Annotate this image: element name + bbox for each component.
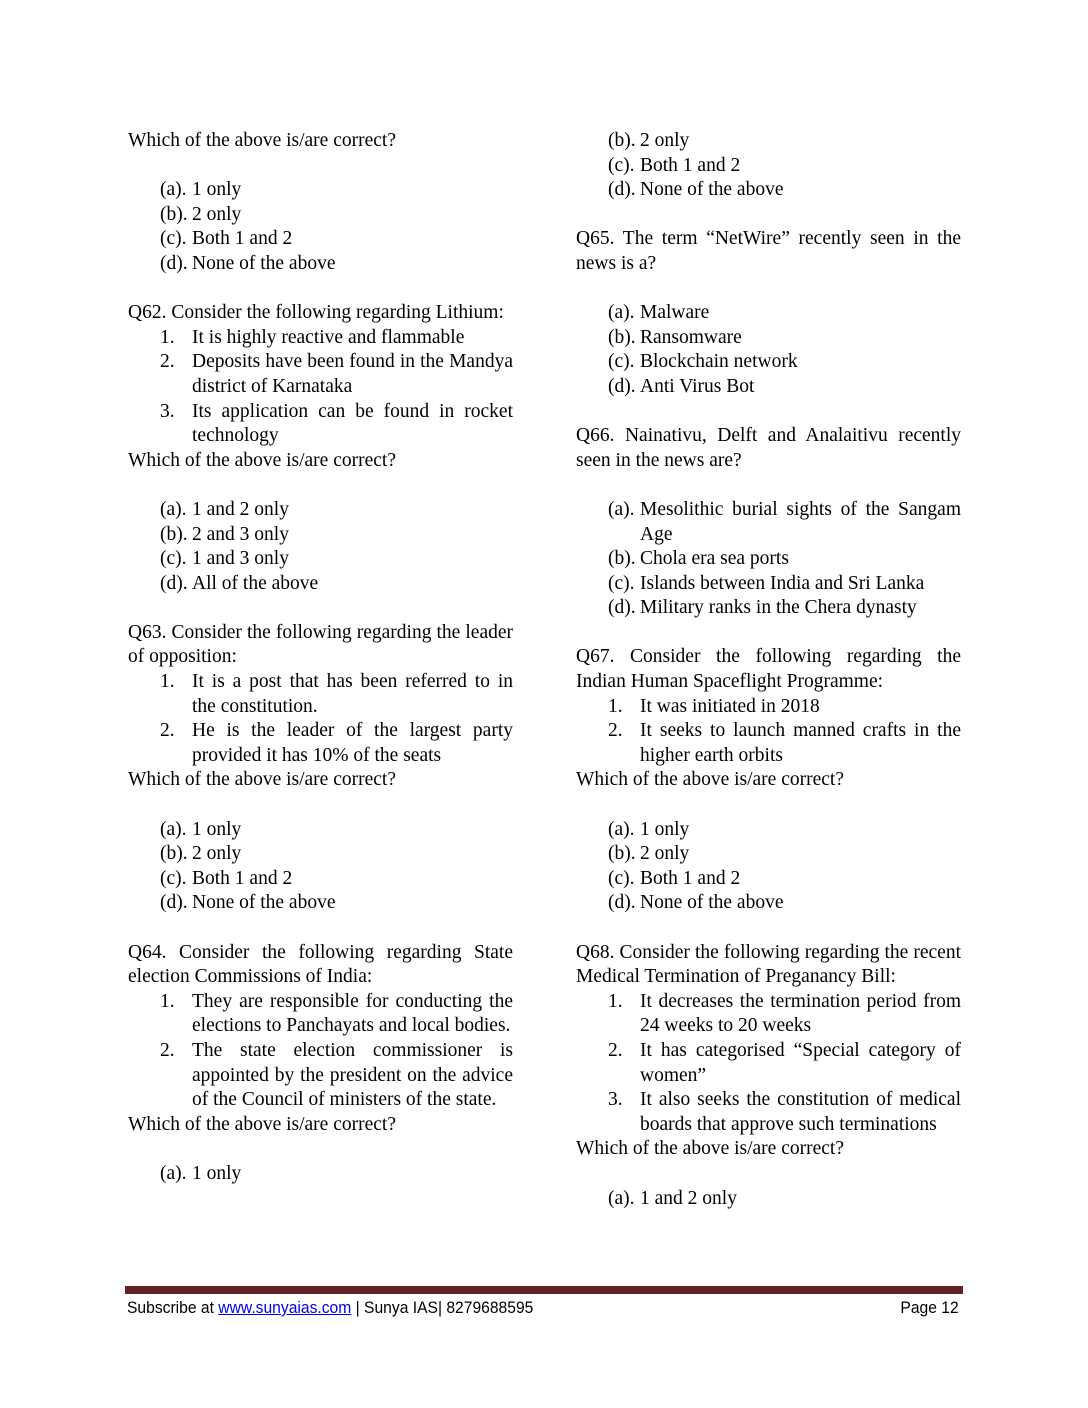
answer-options: [128, 1162, 513, 1187]
statement-text: The state election commissioner is appointed by the president on the advice of the Council of ministers of the state.: [192, 1039, 513, 1111]
statement-number: 3.: [160, 400, 175, 422]
option-marker: (a).: [608, 1187, 635, 1209]
answer-option[interactable]: [128, 252, 513, 277]
option-marker: (a).: [608, 302, 635, 324]
statement-number: 1.: [160, 671, 175, 693]
option-text: None of the above: [192, 892, 336, 914]
footer: [127, 1298, 959, 1318]
answer-options: [576, 498, 961, 621]
website-link[interactable]: www.sunyaias.com: [218, 1298, 352, 1317]
statement-number: 1.: [608, 990, 623, 1012]
statement-list: [576, 990, 961, 1138]
statement-number: 2.: [160, 351, 175, 373]
option-text: Both 1 and 2: [640, 867, 741, 889]
answer-option[interactable]: [576, 842, 961, 867]
answer-option[interactable]: [128, 572, 513, 597]
option-text: 1 only: [192, 818, 242, 840]
option-marker: (d).: [160, 892, 188, 914]
option-text: Blockchain network: [640, 351, 798, 373]
answer-option[interactable]: [128, 818, 513, 843]
option-text: Both 1 and 2: [192, 228, 293, 250]
answer-option[interactable]: [128, 203, 513, 228]
footer-contact: [127, 1298, 533, 1318]
statement-item: [128, 719, 513, 768]
right-column: [576, 129, 961, 1211]
option-text: Both 1 and 2: [192, 867, 293, 889]
answer-option[interactable]: [576, 350, 961, 375]
option-text: Malware: [640, 302, 710, 324]
statement-text: It is a post that has been referred to in the constitution.: [192, 671, 513, 717]
answer-option[interactable]: [576, 596, 961, 621]
left-column: [128, 129, 513, 1187]
question-prompt: Which of the above is/are correct?: [128, 449, 396, 471]
statement-text: Its application can be found in rocket technology: [192, 400, 513, 447]
statement-text: It is highly reactive and flammable: [192, 326, 465, 348]
question-stem: Q65. The term “NetWire” recently seen in the news is a?: [576, 228, 961, 274]
answer-option[interactable]: [128, 178, 513, 203]
statement-item: [576, 990, 961, 1039]
statement-item: [128, 350, 513, 399]
footer-rule: [125, 1286, 963, 1294]
option-text: 2 only: [640, 843, 690, 865]
page-number: Page 12: [900, 1298, 959, 1317]
contact-info: | Sunya IAS| 8279688595: [351, 1298, 534, 1317]
question-stem: Q68. Consider the following regarding the recent Medical Termination of Preganancy Bill:: [576, 941, 961, 988]
option-text: 1 and 2 only: [640, 1187, 737, 1209]
answer-option[interactable]: [576, 301, 961, 326]
question-prompt: Which of the above is/are correct?: [128, 1113, 396, 1135]
answer-option[interactable]: [576, 178, 961, 203]
question-prompt: Which of the above is/are correct?: [128, 769, 396, 791]
option-marker: (a).: [608, 498, 635, 520]
answer-option[interactable]: [128, 227, 513, 252]
option-marker: (a).: [160, 179, 187, 201]
option-marker: (b).: [160, 523, 188, 545]
answer-options: [576, 301, 961, 399]
option-marker: (a).: [160, 1162, 187, 1184]
statement-number: 2.: [608, 1039, 623, 1061]
statement-text: It also seeks the constitution of medical boards that approve such terminations: [640, 1089, 961, 1135]
option-marker: (c).: [160, 228, 187, 250]
option-marker: (b).: [160, 843, 188, 865]
answer-option[interactable]: [576, 818, 961, 843]
statement-text: It seeks to launch manned crafts in the higher earth orbits: [640, 720, 961, 766]
question-prompt: Which of the above is/are correct?: [576, 769, 844, 791]
answer-option[interactable]: [576, 1187, 961, 1212]
answer-option[interactable]: [128, 523, 513, 548]
answer-option[interactable]: [128, 498, 513, 523]
answer-option[interactable]: [576, 547, 961, 572]
option-text: 1 only: [640, 818, 690, 840]
statement-number: 2.: [608, 720, 623, 742]
statement-item: [128, 990, 513, 1039]
statement-list: [576, 695, 961, 769]
option-marker: (d).: [608, 892, 636, 914]
option-marker: (c).: [608, 351, 635, 373]
answer-options: [128, 178, 513, 276]
option-text: Ransomware: [640, 326, 742, 348]
option-text: 2 only: [192, 843, 242, 865]
option-text: 1 and 3 only: [192, 548, 289, 570]
statement-item: [128, 400, 513, 449]
option-marker: (d).: [608, 375, 636, 397]
option-text: 1 only: [192, 179, 242, 201]
question-prompt: Which of the above is/are correct?: [128, 130, 396, 151]
answer-option[interactable]: [128, 842, 513, 867]
statement-text: It decreases the termination period from 24 weeks to 20 weeks: [640, 990, 961, 1037]
answer-option[interactable]: [576, 129, 961, 154]
statement-item: [128, 326, 513, 351]
option-text: 2 only: [640, 130, 690, 151]
statement-number: 3.: [608, 1089, 623, 1111]
option-marker: (d).: [160, 252, 188, 274]
question-prompt: Which of the above is/are correct?: [576, 1138, 844, 1160]
statement-item: [128, 1039, 513, 1113]
statement-text: They are responsible for conducting the elections to Panchayats and local bodies.: [192, 990, 513, 1037]
option-marker: (b).: [160, 203, 188, 225]
statement-number: 1.: [160, 990, 175, 1012]
answer-option[interactable]: [128, 1162, 513, 1187]
statement-text: It was initiated in 2018: [640, 695, 820, 717]
answer-options: [576, 818, 961, 916]
question-stem: Q67. Consider the following regarding the Indian Human Spaceflight Programme:: [576, 646, 961, 693]
answer-options: [576, 1187, 961, 1212]
question-stem: Q62. Consider the following regarding Lithium:: [128, 302, 504, 324]
answer-options: [576, 129, 961, 203]
option-text: 1 only: [192, 1162, 242, 1184]
option-text: Anti Virus Bot: [640, 375, 755, 397]
option-marker: (a).: [160, 498, 187, 520]
option-text: None of the above: [192, 252, 336, 274]
statement-item: [576, 719, 961, 768]
answer-option[interactable]: [128, 867, 513, 892]
option-marker: (b).: [608, 548, 636, 570]
answer-option[interactable]: [576, 375, 961, 400]
statement-item: [576, 1039, 961, 1088]
statement-list: [128, 326, 513, 449]
option-text: Chola era sea ports: [640, 548, 789, 570]
question-stem: Q63. Consider the following regarding the leader of opposition:: [128, 621, 513, 668]
option-marker: (b).: [608, 130, 636, 151]
option-marker: (d).: [608, 179, 636, 201]
statement-item: [576, 1088, 961, 1137]
option-text: Islands between India and Sri Lanka: [640, 572, 925, 594]
option-marker: (a).: [160, 818, 187, 840]
answer-option[interactable]: [576, 498, 961, 547]
answer-option[interactable]: [576, 891, 961, 916]
statement-number: 2.: [160, 720, 175, 742]
option-text: Mesolithic burial sights of the Sangam Age: [640, 498, 961, 545]
option-marker: (b).: [608, 326, 636, 348]
statement-number: 1.: [608, 695, 623, 717]
statement-item: [576, 695, 961, 720]
option-text: All of the above: [192, 572, 319, 594]
option-text: Military ranks in the Chera dynasty: [640, 597, 917, 619]
subscribe-label: Subscribe at: [127, 1298, 219, 1317]
option-marker: (c).: [608, 867, 635, 889]
statement-number: 1.: [160, 326, 175, 348]
statement-item: [128, 670, 513, 719]
option-text: 2 only: [192, 203, 242, 225]
answer-option[interactable]: [576, 572, 961, 597]
option-marker: (d).: [608, 597, 636, 619]
option-marker: (a).: [608, 818, 635, 840]
option-text: None of the above: [640, 892, 784, 914]
option-text: Both 1 and 2: [640, 154, 741, 176]
answer-options: [128, 818, 513, 916]
answer-option[interactable]: [128, 891, 513, 916]
option-marker: (d).: [160, 572, 188, 594]
answer-option[interactable]: [576, 867, 961, 892]
answer-option[interactable]: [576, 326, 961, 351]
answer-option[interactable]: [576, 154, 961, 179]
question-stem: Q64. Consider the following regarding State election Commissions of India:: [128, 941, 513, 988]
option-marker: (c).: [160, 867, 187, 889]
statement-text: Deposits have been found in the Mandya district of Karnataka: [192, 351, 513, 397]
question-stem: Q66. Nainativu, Delft and Analaitivu recently seen in the news are?: [576, 425, 961, 471]
option-marker: (b).: [608, 843, 636, 865]
statement-number: 2.: [160, 1039, 175, 1061]
statement-text: It has categorised “Special category of women”: [640, 1039, 961, 1086]
option-marker: (c).: [608, 572, 635, 594]
answer-option[interactable]: [128, 547, 513, 572]
option-text: None of the above: [640, 179, 784, 201]
statement-list: [128, 670, 513, 768]
option-marker: (c).: [160, 548, 187, 570]
option-text: 2 and 3 only: [192, 523, 289, 545]
statement-list: [128, 990, 513, 1113]
statement-text: He is the leader of the largest party provided it has 10% of the seats: [192, 720, 513, 766]
option-text: 1 and 2 only: [192, 498, 289, 520]
option-marker: (c).: [608, 154, 635, 176]
answer-options: [128, 498, 513, 596]
